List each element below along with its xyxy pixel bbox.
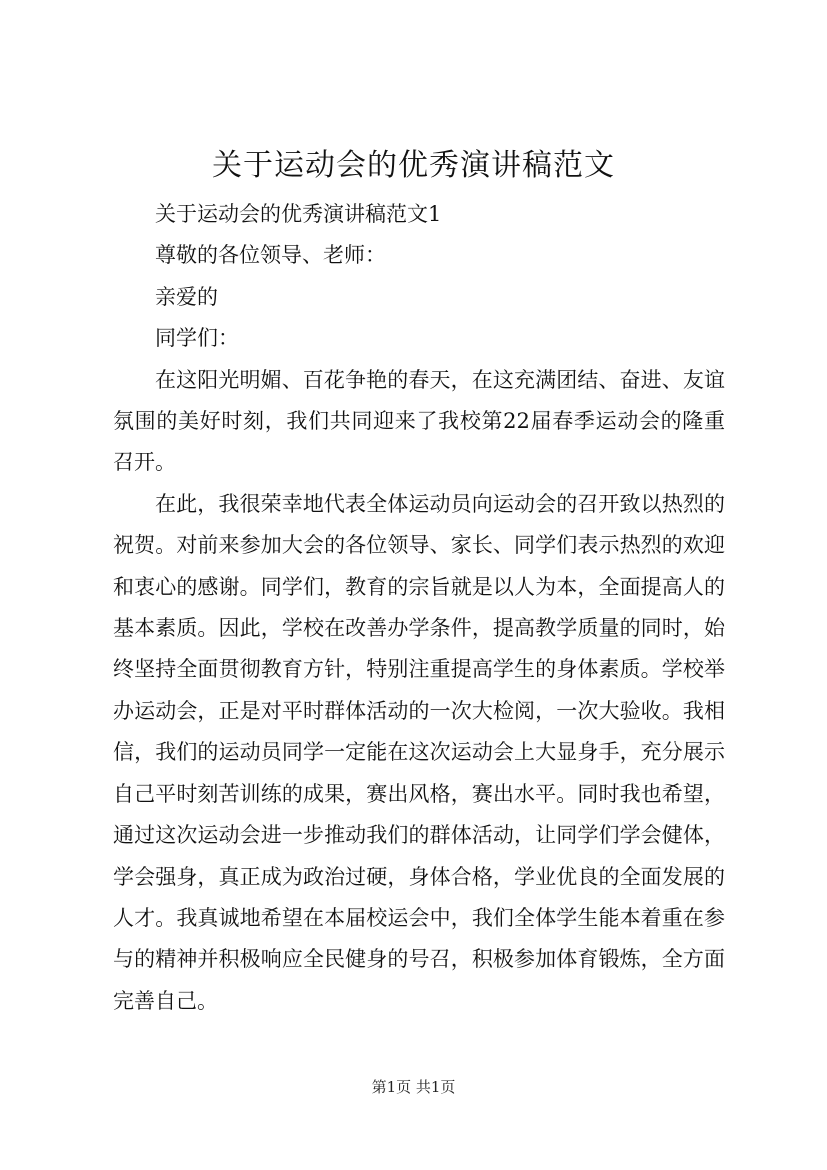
paragraph-subtitle: 关于运动会的优秀演讲稿范文1 <box>155 202 442 226</box>
paragraph-salutation-dear: 亲爱的 <box>155 284 218 309</box>
paragraph-opening: 在这阳光明媚、百花争艳的春天，在这充满团结、奋进、友谊氛围的美好时刻，我们共同迎来了我校第22届春季运动会的隆重召开。 <box>113 367 725 475</box>
page-footer: 第1页 共1页 <box>371 1078 456 1096</box>
paragraph-salutation-leaders: 尊敬的各位领导、老师： <box>155 243 386 268</box>
document-title: 关于运动会的优秀演讲稿范文 <box>212 148 615 183</box>
document-body <box>113 194 725 1022</box>
paragraph-main-speech: 在此，我很荣幸地代表全体运动员向运动会的召开致以热烈的祝贺。对前来参加大会的各位领导、家长、同学们表示热烈的欢迎和衷心的感谢。同学们，教育的宗旨就是以人为本，全面提高人的基本素质。因此，学校在改善办学条件，提高教学质量的同时，始终坚持全面贯彻教育方针，特别注重提高学生的身体素质。学校举办运动会，正是对平时群体活动的一次大检阅，一次大验收。我相信，我们的运动员同学一定能在这次运动会上大显身手，充分展示自己平时刻苦训练的成果，赛出风格，赛出水平。同时我也希望，通过这次运动会进一步推动我们的群体活动，让同学们学会健体，学会强身，真正成为政治过硬，身体合格，学业优良的全面发展的人才。我真诚地希望在本届校运会中，我们全体学生能本着重在参与的精神并积极响应全民健身的号召，积极参加体育锻炼，全方面完善自己。 <box>113 491 725 1013</box>
paragraph-salutation-students: 同学们： <box>155 326 239 351</box>
